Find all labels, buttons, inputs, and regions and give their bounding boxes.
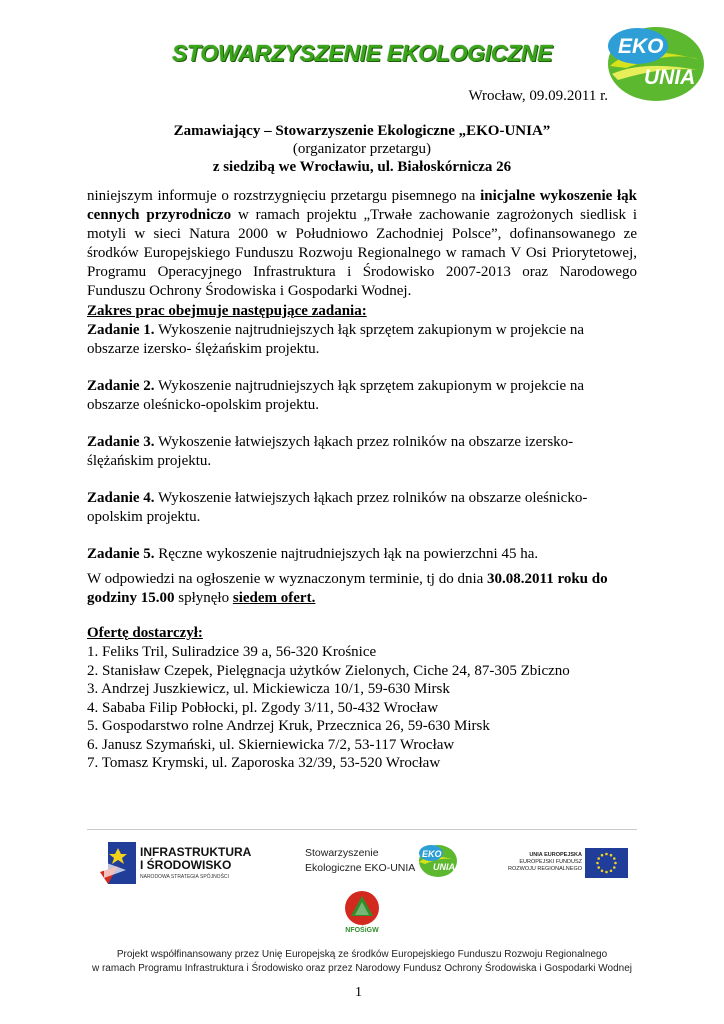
task-4: [87, 489, 637, 527]
scope-section: [87, 302, 647, 564]
task-text: Wykoszenie najtrudniejszych łąk sprzętem zakupionym w projekcie na obszarze izersko- ślężańskim projektu.: [87, 322, 585, 357]
response-part2: spłynęło: [174, 590, 233, 606]
response-part1: W odpowiedzi na ogłoszenie w wyznaczonym terminie, tj do dnia: [87, 571, 488, 587]
task-1: [87, 321, 637, 359]
response-bold: 30.08.2011 roku do godziny 15.00: [87, 571, 608, 606]
nfosigw-logo: [340, 890, 384, 940]
intro-paragraph: [87, 187, 637, 301]
list-item: 6. Janusz Szymański, ul. Skierniewicka 7/2, 53-117 Wrocław: [87, 736, 455, 753]
document-date: Wrocław, 09.09.2011 r.: [468, 88, 608, 104]
stow-line1: Stowarzyszenie: [305, 847, 379, 859]
list-item: 5. Gospodarstwo rolne Andrzej Kruk, Przecznica 26, 59-630 Mirsk: [87, 718, 490, 734]
task-text: Wykoszenie najtrudniejszych łąk sprzętem zakupionym w projekcie na obszarze oleśnicko-opolskim projektu.: [87, 378, 585, 413]
header-title: STOWARZYSZENIE EKOLOGICZNE: [172, 40, 553, 66]
eu-line2: EUROPEJSKI FUNDUSZ: [519, 859, 582, 865]
stow-unia-text: UNIA: [433, 862, 455, 872]
task-3: [87, 433, 637, 471]
task-text: Wykoszenie łatwiejszych łąkach przez rolników na obszarze oleśnicko-opolskim projektu.: [87, 490, 588, 525]
task-label: Zadanie 3.: [87, 434, 155, 450]
stow-line2: Ekologiczne EKO-UNIA: [305, 862, 416, 874]
addressee-block: [87, 122, 637, 176]
offers-heading: Ofertę dostarczył:: [87, 625, 203, 641]
logo-unia-text: UNIA: [644, 66, 696, 89]
logo-eko-text: EKO: [618, 35, 664, 58]
scope-heading: Zakres prac obejmuje następujące zadania:: [87, 303, 367, 319]
task-text: Ręczne wykoszenie najtrudniejszych łąk na powierzchni 45 ha.: [154, 546, 539, 562]
task-5: [87, 545, 637, 564]
footer-divider: [87, 829, 637, 830]
eu-line3: ROZWOJU REGIONALNEGO: [508, 866, 582, 872]
eu-logo: [500, 848, 630, 882]
intro-part2: w ramach projektu „Trwałe zachowanie zagrożonych siedlisk i motyli w sieci Natura 2000 w Południowo Zachodniej Polsce”, dofinansowanego ze środków Europejskiego Funduszu Rozwoju Regionalnego w ramach V Osi Priorytetowej, Programu Operacyjnego Infrastruktura i Środowisko 2007-2013 oraz Narodowego Funduszu Ochrony Środowiska i Gospodarki Wodnej.: [87, 207, 638, 299]
addressee-line1: Zamawiający – Stowarzyszenie Ekologiczne „EKO-UNIA”: [173, 123, 551, 139]
task-text: Wykoszenie łatwiejszych łąkach przez rolników na obszarze izersko- ślężańskim projektu.: [87, 434, 574, 469]
list-item: 3. Andrzej Juszkiewicz, ul. Mickiewicza 10/1, 59-630 Mirsk: [87, 681, 450, 697]
stowarzyszenie-footer-logo: [305, 842, 465, 882]
footer-text-line2: w ramach Programu Infrastruktura i Środowisko oraz przez Narodowy Fundusz Ochrony Środowiska i Gospodarki Wodnej: [91, 963, 633, 974]
response-paragraph: [87, 570, 637, 608]
task-2: [87, 377, 637, 415]
addressee-line3: z siedzibą we Wrocławiu, ul. Białoskórnicza 26: [212, 159, 512, 175]
infra-sub: NARODOWA STRATEGIA SPÓJNOŚCI: [140, 874, 229, 880]
offers-section: [87, 624, 647, 773]
offers-list: [87, 643, 647, 773]
eu-flag-icon: [585, 848, 628, 878]
infra-line2: I ŚRODOWISKO: [140, 858, 232, 872]
list-item: 2. Stanisław Czepek, Pielęgnacja użytków Zielonych, Ciche 24, 87-305 Zbiczno: [87, 662, 570, 679]
task-label: Zadanie 1.: [87, 322, 155, 338]
stow-eko-text: EKO: [422, 849, 442, 859]
response-offers-count: siedem ofert.: [232, 590, 316, 606]
infrastruktura-emblem-icon: [100, 842, 136, 884]
eko-unia-small-logo-icon: [417, 842, 457, 878]
intro-part1: niniejszym informuje o rozstrzygnięciu przetargu pisemnego na: [87, 188, 481, 204]
footer-text-line1: Projekt współfinansowany przez Unię Europejską ze środków Europejskiego Funduszu Rozwoju Regionalnego: [116, 949, 608, 960]
task-label: Zadanie 4.: [87, 490, 155, 506]
task-label: Zadanie 5.: [87, 546, 155, 562]
task-label: Zadanie 2.: [87, 378, 155, 394]
intro-bold: inicjalne wykoszenie łąk cennych przyrodniczo: [87, 188, 637, 223]
list-item: 7. Tomasz Krymski, ul. Zaporoska 32/39, 53-520 Wrocław: [87, 755, 441, 771]
footer-funding-note: [87, 948, 637, 976]
infra-line1: INFRASTRUKTURA: [140, 845, 252, 859]
nfosigw-emblem-icon: [344, 890, 380, 926]
list-item: 1. Feliks Tril, Suliradzice 39 a, 56-320 Krośnice: [87, 644, 377, 660]
eu-line1: UNIA EUROPEJSKA: [529, 852, 582, 858]
addressee-line2: (organizator przetargu): [292, 141, 432, 157]
list-item: 4. Sababa Filip Pobłocki, pl. Zgody 3/11, 50-432 Wrocław: [87, 699, 439, 716]
page-number: 1: [355, 985, 362, 1000]
nfosigw-text: NFOŚiGW: [345, 927, 379, 934]
eko-unia-logo: [604, 20, 704, 102]
infrastruktura-logo: [100, 840, 260, 886]
